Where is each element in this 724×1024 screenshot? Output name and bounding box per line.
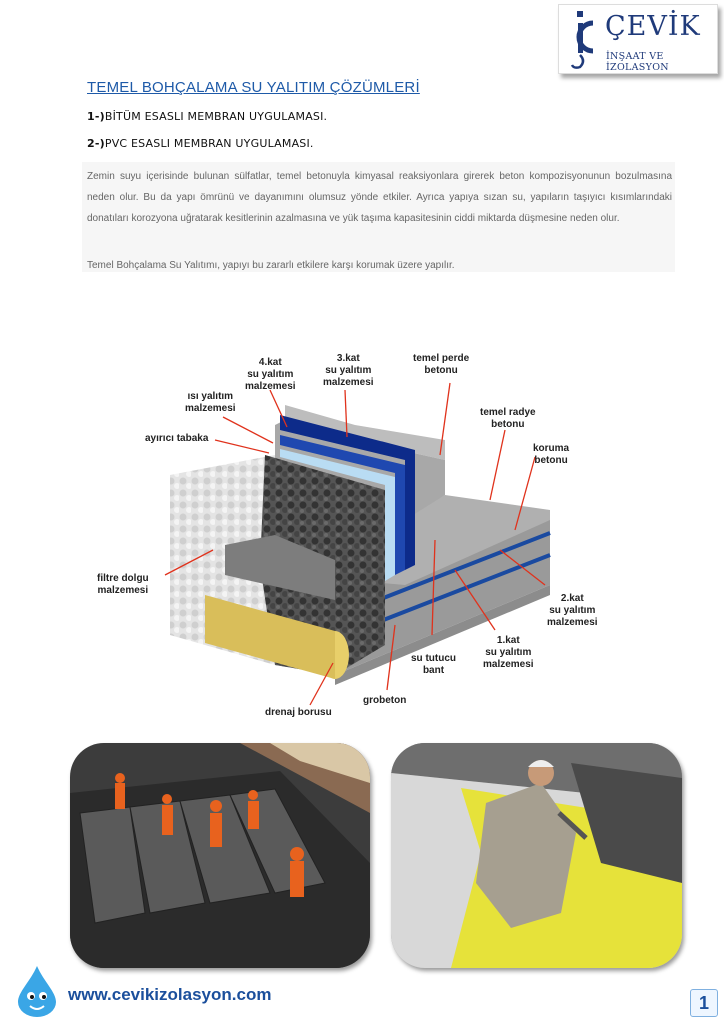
- logo-subtitle: İNŞAAT VE İZOLASYON: [606, 51, 669, 73]
- label-temel-radye: temel radye betonu: [480, 407, 536, 430]
- item-text: BİTÜM ESASLI MEMBRAN UYGULAMASI.: [104, 110, 328, 123]
- list-item: [87, 110, 327, 123]
- page-title: TEMEL BOHÇALAMA SU YALITIM ÇÖZÜMLERİ: [87, 79, 420, 96]
- paragraph-1: Zemin suyu içerisinde bulunan sülfatlar, temel betonuyla kimyasal reaksiyonlara girerek beton kompozisyonunun bozulmasına neden olur. Bu da yapı ömrünü ve dayanımını olumsuz yönde etkiler. Ayrıca yapıya sızan su, yapıların taşıyıcı kısımlarındaki donatıları korozyona uğratarak kesitlerinin azalmasına ve yük taşıma kapasitesinin ciddi miktarda düşmesine neden olur.: [87, 171, 672, 224]
- paragraph-2: Temel Bohçalama Su Yalıtımı, yapıyı bu zararlı etkilere karşı korumak üzere yapılır.: [87, 260, 455, 271]
- label-temel-perde: temel perde betonu: [413, 353, 470, 376]
- bitumen-application-image: [70, 743, 370, 968]
- logo-c-i-icon: [563, 9, 601, 71]
- label-filtre: filtre dolgu malzemesi: [97, 573, 149, 596]
- photo-bitumen-workers: [70, 743, 370, 968]
- logo-name: ÇEVİK: [605, 11, 701, 42]
- list-item: [87, 137, 314, 150]
- item-number: 1-): [87, 110, 105, 123]
- photo-pvc-worker: [391, 743, 682, 968]
- item-number: 2-): [87, 137, 105, 150]
- label-ayirici: ayırıcı tabaka: [145, 433, 209, 444]
- label-kat2: 2.kat su yalıtım malzemesi: [547, 593, 598, 628]
- label-kat1: 1.kat su yalıtım malzemesi: [483, 635, 534, 670]
- pvc-application-image: [391, 743, 682, 968]
- website-url[interactable]: www.cevikizolasyon.com: [68, 985, 272, 1004]
- label-grobeton: grobeton: [363, 695, 407, 706]
- waterproofing-diagram: [95, 345, 635, 725]
- label-kat3: 3.kat su yalıtım malzemesi: [323, 353, 374, 388]
- label-drenaj: drenaj borusu: [265, 707, 332, 718]
- page-number: 1: [690, 989, 718, 1017]
- label-isi-yalitim: ısı yalıtım malzemesi: [185, 391, 236, 414]
- water-drop-mascot-icon: [10, 964, 64, 1018]
- label-su-tutucu: su tutucu bant: [411, 653, 456, 676]
- label-kat4: 4.kat su yalıtım malzemesi: [245, 357, 296, 392]
- item-text: PVC ESASLI MEMBRAN UYGULAMASI.: [104, 137, 314, 150]
- label-koruma: koruma betonu: [533, 443, 570, 466]
- diagram-illustration: [95, 345, 635, 725]
- company-logo: [558, 4, 718, 74]
